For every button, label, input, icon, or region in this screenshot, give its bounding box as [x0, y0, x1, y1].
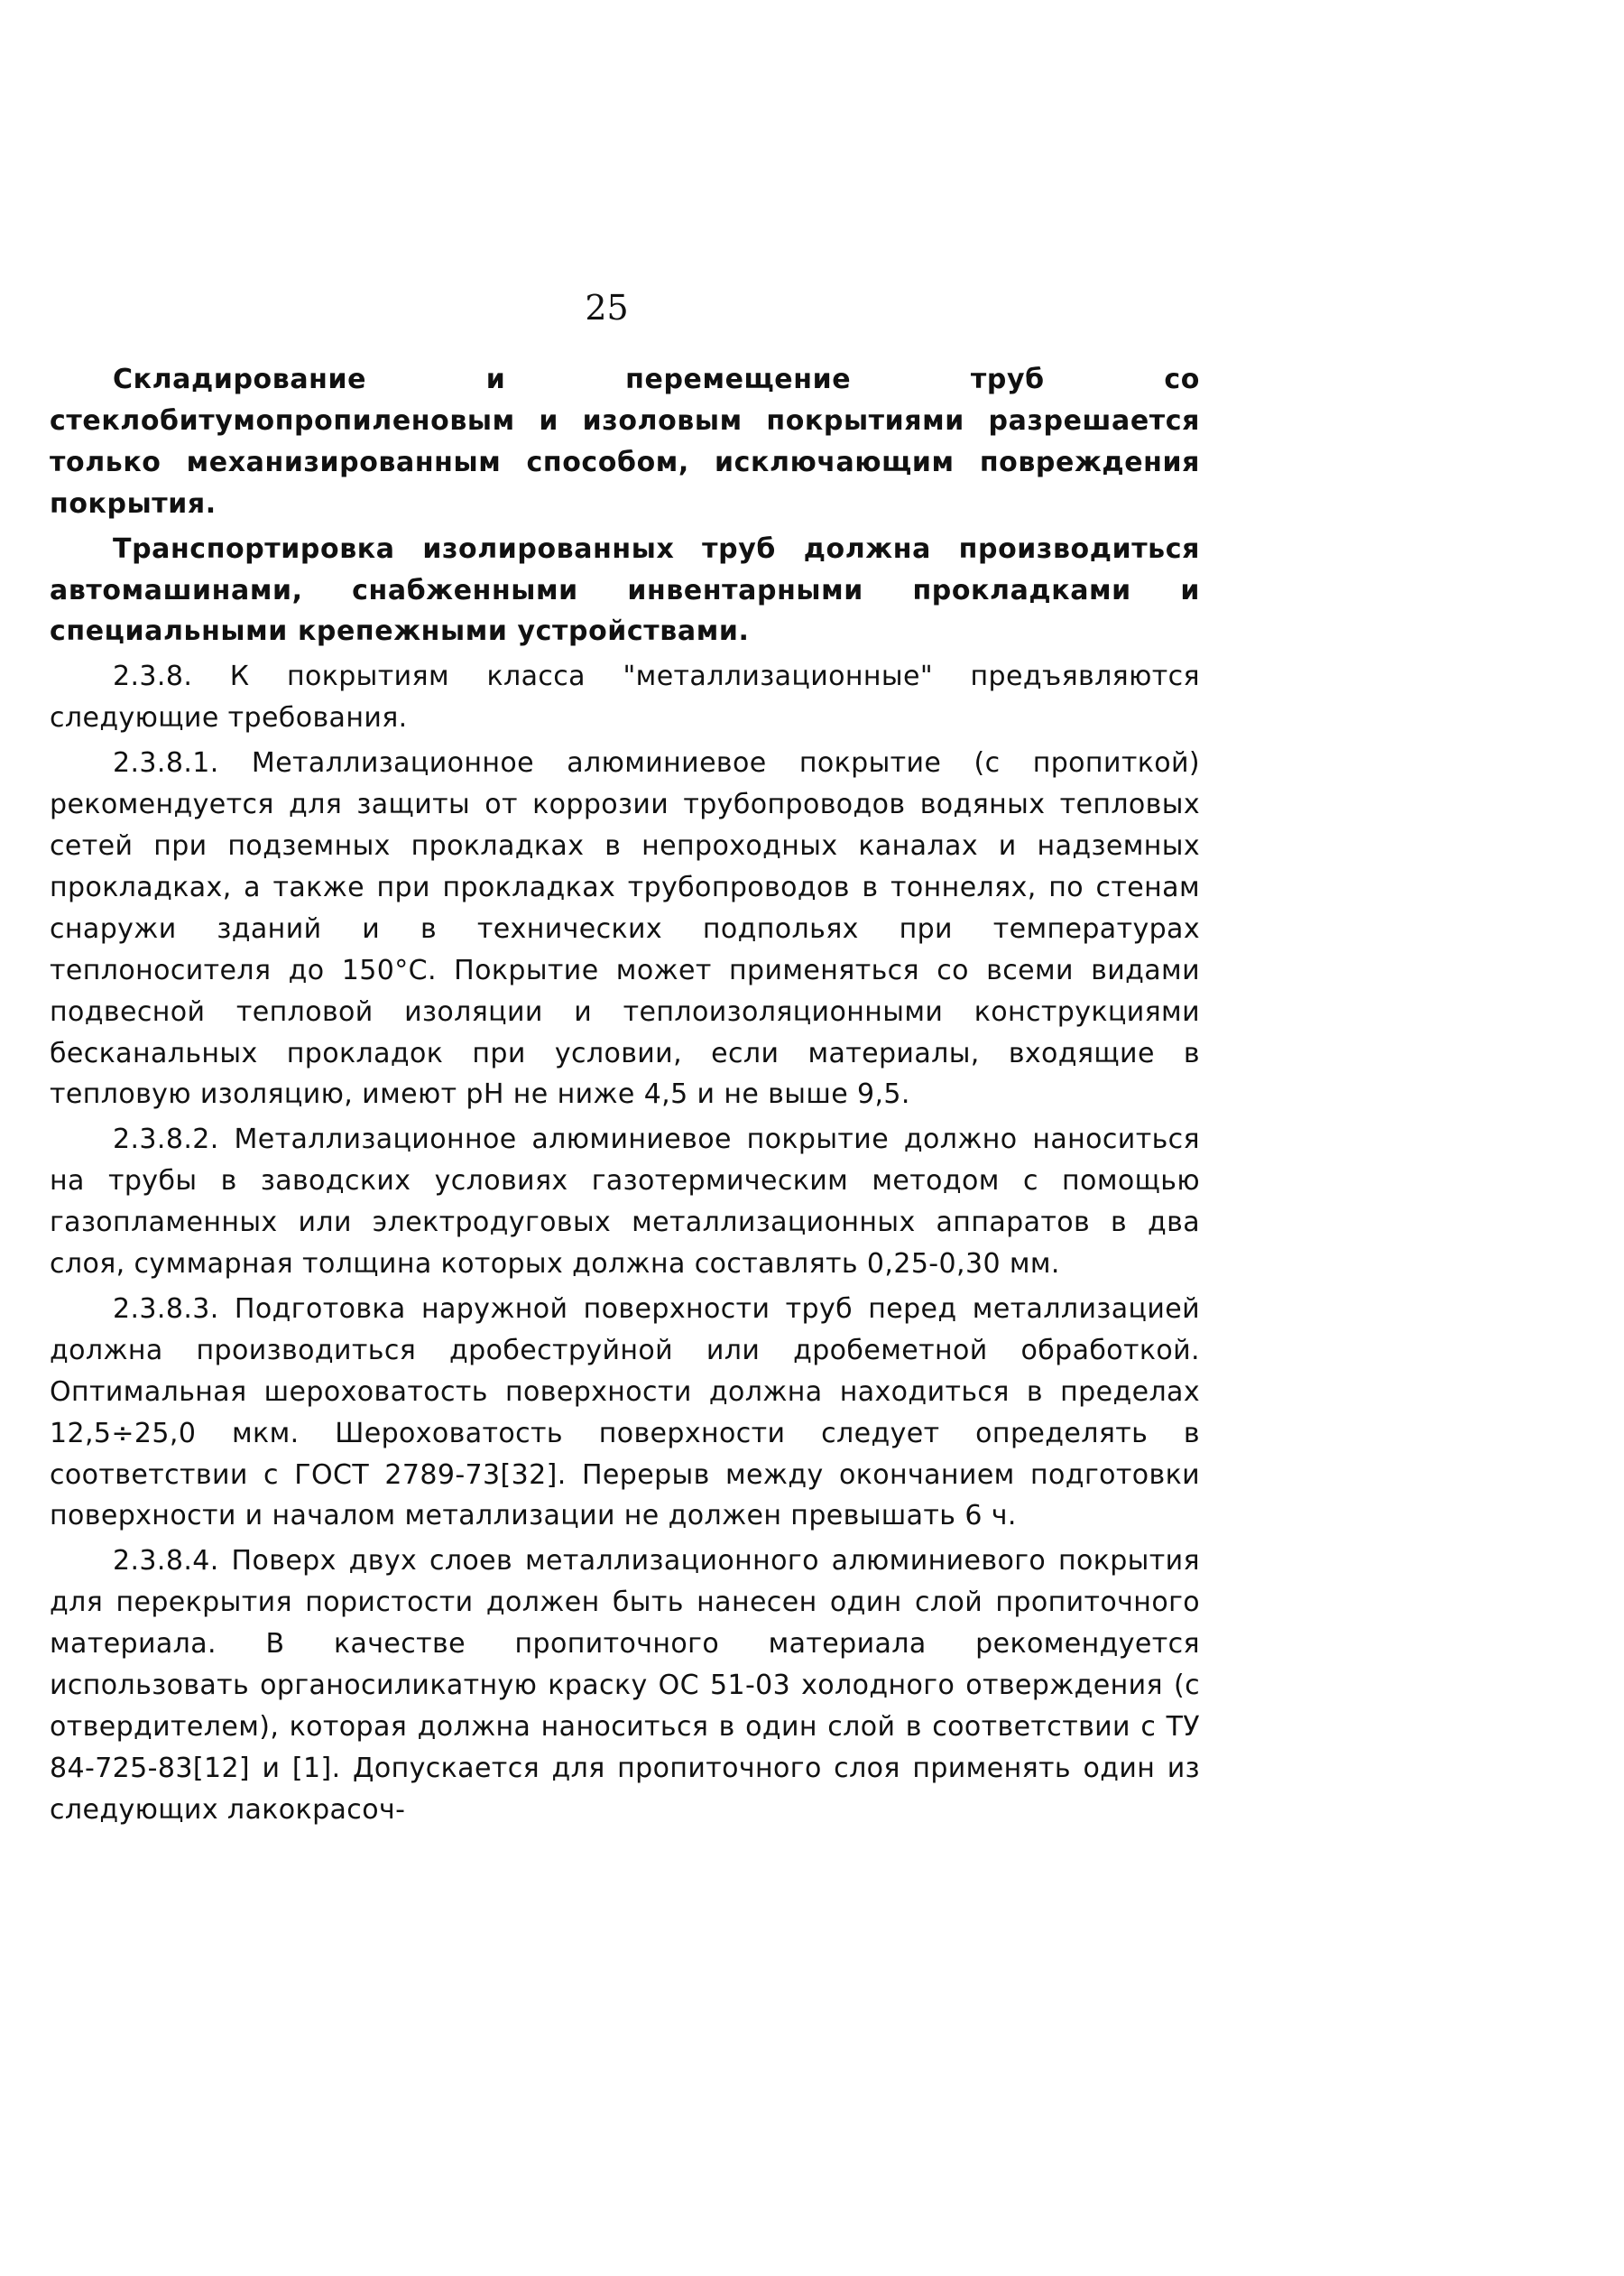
- paragraph-2-3-8-3: 2.3.8.3. Подготовка наружной поверхности труб перед металлизацией должна производиться дробеструйной или дробеметной обработкой. Оптимальная шероховатость поверхности должна находиться в пределах 12,5÷25,0 мкм. Шероховатость поверхности следует определять в соответствии с ГОСТ 2789-73[32]. Перерыв между окончанием подготовки поверхности и началом металлизации не должен превышать 6 ч.: [50, 1292, 1200, 1532]
- paragraph-transport: Транспортировка изолированных труб должна производиться автомашинами, снабженными инвентарными прокладками и специальными крепежными устройствами.: [50, 532, 1200, 648]
- body-text: [50, 359, 1200, 1835]
- paragraph-2-3-8: 2.3.8. К покрытиям класса "металлизационные" предъявляются следующие требования.: [50, 661, 1200, 735]
- paragraph-2-3-8-4: 2.3.8.4. Поверх двух слоев металлизационного алюминиевого покрытия для перекрытия пористости должен быть нанесен один слой пропиточного материала. В качестве пропиточного материала рекомендуется использовать органосиликатную краску ОС 51-03 холодного отверждения (с отвердителем), которая должна наноситься в один слой в соответствии с ТУ 84-725-83[12] и [1]. Допускается для пропиточного слоя применять один из следующих лакокрасоч-: [50, 1545, 1200, 1826]
- paragraph-2-3-8-1: 2.3.8.1. Металлизационное алюминиевое покрытие (с пропиткой) рекомендуется для защиты от коррозии трубопроводов водяных тепловых сетей при подземных прокладках в непроходных каналах и надземных прокладках, а также при прокладках трубопроводов в тоннелях, по стенам снаружи зданий и в технических подпольях при температурах теплоносителя до 150°С. Покрытие может применяться со всеми видами подвесной тепловой изоляции и теплоизоляционными конструкциями бесканальных прокладок при условии, если материалы, входящие в тепловую изоляцию, имеют pH не ниже 4,5 и не выше 9,5.: [50, 747, 1200, 1111]
- paragraph-2-3-8-2: 2.3.8.2. Металлизационное алюминиевое покрытие должно наноситься на трубы в заводских условиях газотермическим методом с помощью газопламенных или электродуговых металлизационных аппаратов в два слоя, суммарная толщина которых должна составлять 0,25-0,30 мм.: [50, 1124, 1200, 1281]
- paragraph-storage: Складирование и перемещение труб со стеклобитумопропиленовым и изоловым покрытиями разрешается только механизированным способом, исключающим повреждения покрытия.: [50, 364, 1200, 520]
- page-number: 25: [585, 288, 629, 328]
